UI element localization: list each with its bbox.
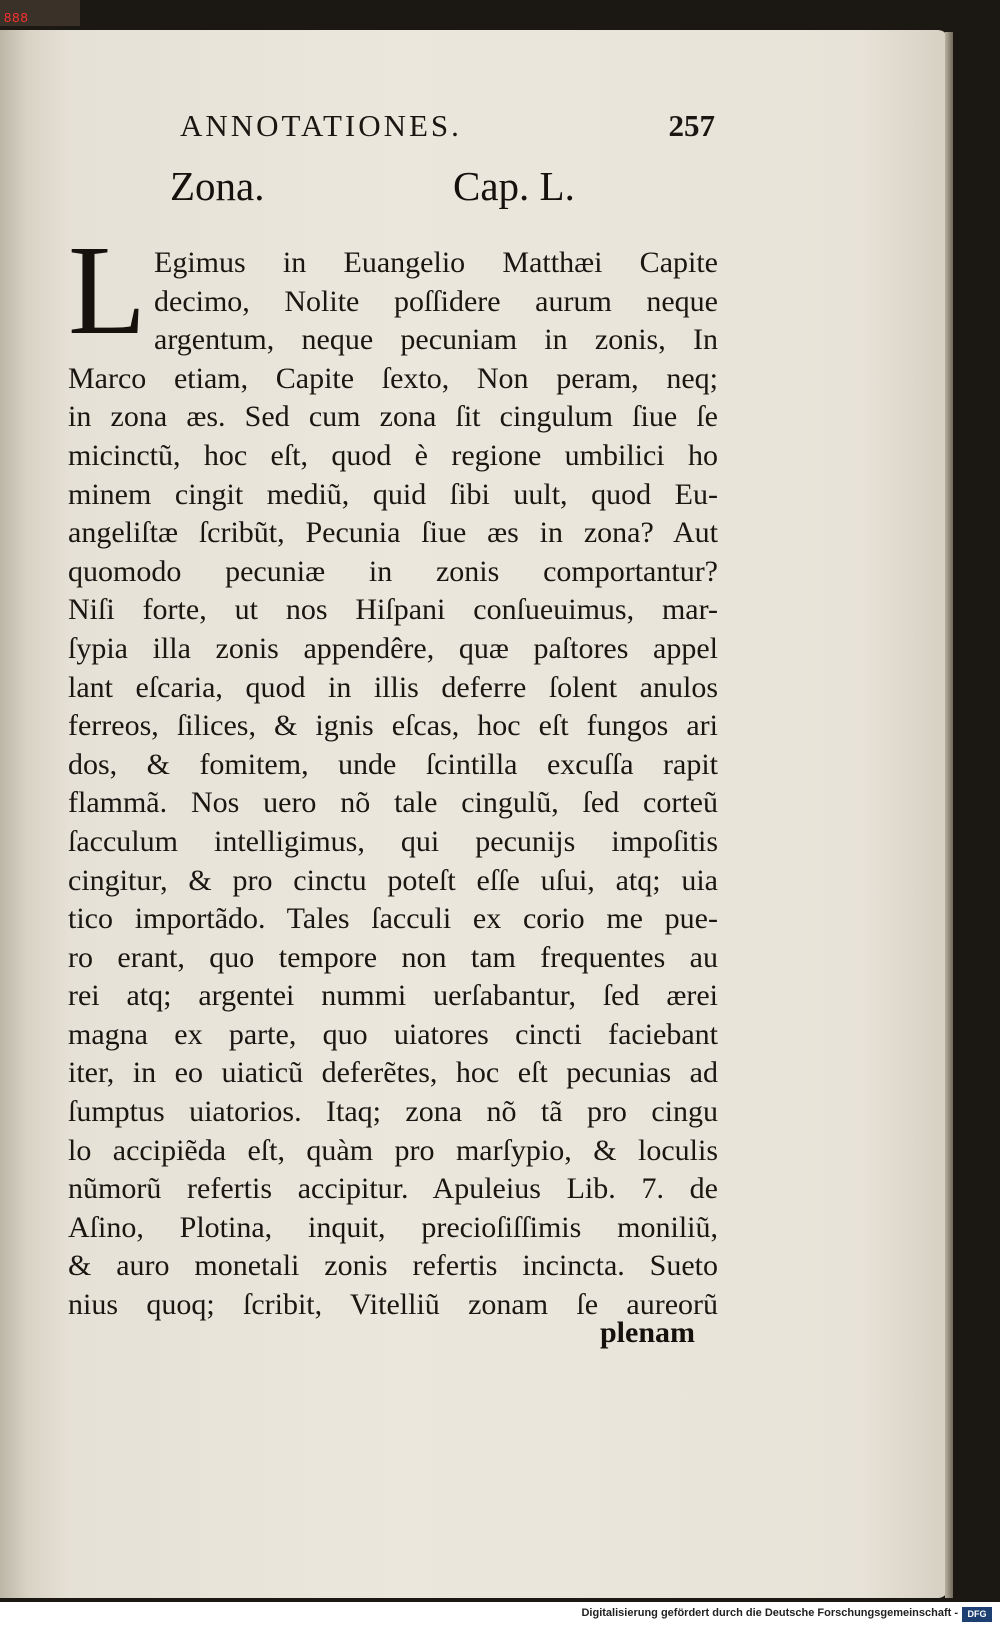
text-line: rei atq; argentei nummi uerſabantur, ſed ærei — [68, 979, 718, 1013]
page-edge — [945, 32, 953, 1598]
chapter-number: Cap. L. — [453, 163, 575, 209]
text-line: quomodo pecuniæ in zonis comportantur? — [68, 554, 718, 588]
text-line: nius quoq; ſcribit, Vitelliũ zonam ſe aureorũ — [68, 1288, 718, 1322]
text-line: angeliſtæ ſcribũt, Pecunia ſiue æs in zona? Aut — [68, 516, 718, 550]
text-line: ro erant, quo tempore non tam frequentes au — [68, 940, 718, 974]
text-line: nũmorũ refertis accipitur. Apuleius Lib. 7. de — [68, 1172, 718, 1206]
dfg-logo-icon: DFG — [962, 1607, 992, 1622]
text-line: flammã. Nos uero nõ tale cingulũ, ſed corteũ — [68, 786, 718, 820]
text-line: ſypia illa zonis appendêre, quæ paſtores appel — [68, 631, 718, 665]
text-line: & auro monetali zonis refertis incincta. Sueto — [68, 1249, 718, 1283]
funding-credit: Digitalisierung gefördert durch die Deutsche Forschungsgemeinschaft - — [581, 1607, 958, 1619]
text-line: Egimus in Euangelio Matthæi Capite — [154, 246, 718, 279]
text-line: cingitur, & pro cinctu poteſt eſſe uſui, atq; uia — [68, 863, 718, 897]
text-line: lo accipiẽda eſt, quàm pro marſypio, & loculis — [68, 1133, 718, 1167]
text-line: Niſi forte, ut nos Hiſpani conſueuimus, mar- — [68, 593, 718, 627]
text-line: ſacculum intelligimus, qui pecunijs impoſitis — [68, 824, 718, 858]
text-line: tico importãdo. Tales ſacculi ex corio me pue- — [68, 902, 718, 936]
scan-code: 888 — [4, 10, 29, 25]
footer-bar — [0, 1602, 1000, 1626]
body-text — [68, 244, 718, 1325]
text-line: dos, & fomitem, unde ſcintilla excuſſa rapit — [68, 747, 718, 781]
text-line: Aſino, Plotina, inquit, precioſiſſimis moniliũ, — [68, 1210, 718, 1244]
text-line: in zona æs. Sed cum zona ſit cingulum ſiue ſe — [68, 400, 718, 434]
text-line: ſumptus uiatorios. Itaq; zona nõ tã pro cingu — [68, 1095, 718, 1129]
chapter-heading — [170, 162, 630, 218]
text-line: micinctũ, hoc eſt, quod è regione umbilici ho — [68, 438, 718, 472]
text-line: decimo, Nolite poſſidere aurum neque — [154, 284, 718, 318]
text-line: minem cingit mediũ, quid ſibi uult, quod Eu- — [68, 477, 718, 511]
text-line: argentum, neque pecuniam in zonis, In — [154, 323, 718, 357]
text-line: magna ex parte, quo uiatores cincti faciebant — [68, 1017, 718, 1051]
running-title: ANNOTATIONES. — [180, 108, 462, 143]
page-number: 257 — [668, 108, 715, 143]
text-line: Marco etiam, Capite ſexto, Non peram, neq; — [68, 361, 718, 395]
catchword: plenam — [600, 1316, 696, 1349]
chapter-title: Zona. — [170, 163, 265, 209]
running-head — [180, 108, 715, 158]
drop-cap: L — [68, 219, 147, 361]
text-line: ferreos, ſilices, & ignis eſcas, hoc eſt fungos ari — [68, 709, 718, 743]
text-line: lant eſcaria, quod in illis deferre ſolent anulos — [68, 670, 718, 704]
text-line: iter, in eo uiaticũ deferẽtes, hoc eſt pecunias ad — [68, 1056, 718, 1090]
